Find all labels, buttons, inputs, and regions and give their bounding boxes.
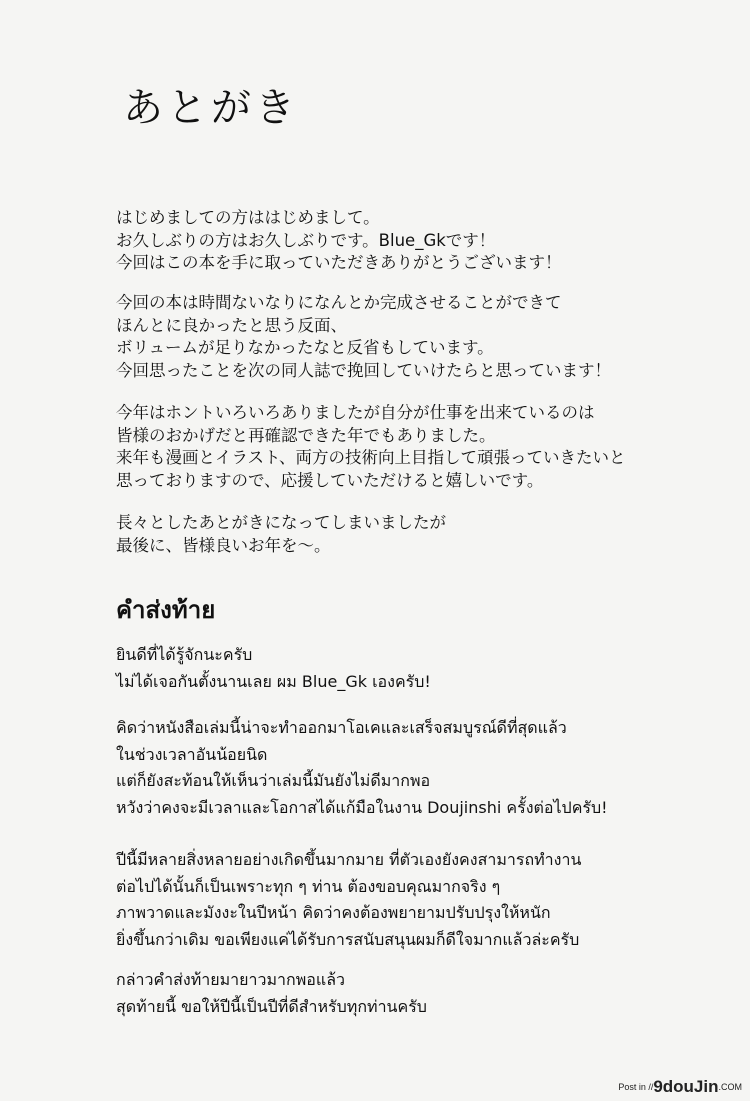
- text-line: สุดท้ายนี้ ขอให้ปีนี้เป็นปีที่ดีสำหรับทุกท่านครับ: [116, 996, 427, 1016]
- watermark-tld: .COM: [718, 1082, 742, 1092]
- site-watermark: [618, 1077, 742, 1097]
- text-line: はじめましての方ははじめまして。: [116, 208, 380, 227]
- text-line: ยิ่งขึ้นกว่าเดิม ขอเพียงแค่ได้รับการสนับสนุนผมก็ดีใจมากแล้วล่ะครับ: [116, 929, 580, 949]
- text-line: 最後に、皆様良いお年を〜。: [116, 535, 331, 555]
- watermark-post-label: Post in //: [618, 1082, 654, 1092]
- text-line: แต่ก็ยังสะท้อนให้เห็นว่าเล่มนี้มันยังไม่ดีมากพอ: [116, 771, 431, 790]
- text-line: 来年も漫画とイラスト、両方の技術向上目指して頑張っていきたいと: [116, 448, 626, 467]
- text-line: คิดว่าหนังสือเล่มนี้น่าจะทำออกมาโอเคและเสร็จสมบูรณ์ดีที่สุดแล้ว: [116, 718, 567, 737]
- thai-paragraph-2: [116, 715, 608, 821]
- text-line: กล่าวคำส่งท้ายมายาวมากพอแล้ว: [116, 970, 345, 989]
- text-line: ไม่ได้เจอกันตั้งนานเลย ผม Blue_Gk เองครับ!: [116, 671, 431, 691]
- text-line: お久しぶりの方はお久しぶりです。Blue_Gkです！: [116, 230, 496, 250]
- text-line: 皆様のおかげだと再確認できた年でもありました。: [116, 425, 496, 445]
- text-line: ต่อไปได้นั้นก็เป็นเพราะทุก ๆ ท่าน ต้องขอบคุณมากจริง ๆ: [116, 876, 501, 896]
- text-line: 今回思ったことを次の同人誌で挽回していけたらと思っています！: [116, 360, 611, 380]
- text-line: ยินดีที่ได้รู้จักนะครับ: [116, 645, 253, 664]
- text-line: ในช่วงเวลาอันน้อยนิด: [116, 744, 268, 764]
- thai-paragraph-3: [116, 847, 581, 953]
- japanese-paragraph-1: [116, 207, 562, 275]
- text-line: 思っておりますので、応援していただけると嬉しいです。: [116, 470, 544, 490]
- watermark-site-name: 9douJin: [653, 1077, 719, 1096]
- japanese-paragraph-3: [116, 402, 626, 492]
- text-line: 今回の本は時間ないなりになんとか完成させることができて: [116, 293, 562, 312]
- text-line: ภาพวาดและมังงะในปีหน้า คิดว่าคงต้องพยายามปรับปรุงให้หนัก: [116, 903, 551, 922]
- japanese-paragraph-4: [116, 512, 446, 557]
- text-line: ปีนี้มีหลายสิ่งหลายอย่างเกิดขึ้นมากมาย ที่ตัวเองยังคงสามารถทำงาน: [116, 850, 582, 869]
- text-line: ボリュームが足りなかったなと反省もしています。: [116, 338, 494, 357]
- text-line: หวังว่าคงจะมีเวลาและโอกาสได้แก้มือในงาน Doujinshi ครั้งต่อไปครับ!: [116, 797, 608, 817]
- text-line: ほんとに良かったと思う反面、: [116, 315, 347, 335]
- thai-paragraph-1: [116, 642, 431, 695]
- text-line: 長々としたあとがきになってしまいましたが: [116, 513, 446, 532]
- thai-title: คำส่งท้าย: [116, 596, 216, 624]
- japanese-paragraph-2: [116, 292, 611, 382]
- japanese-title: あとがき: [123, 85, 299, 131]
- thai-paragraph-4: [116, 967, 427, 1020]
- text-line: 今回はこの本を手に取っていただきありがとうございます！: [116, 253, 562, 272]
- text-line: 今年はホントいろいろありましたが自分が仕事を出来ているのは: [116, 403, 595, 422]
